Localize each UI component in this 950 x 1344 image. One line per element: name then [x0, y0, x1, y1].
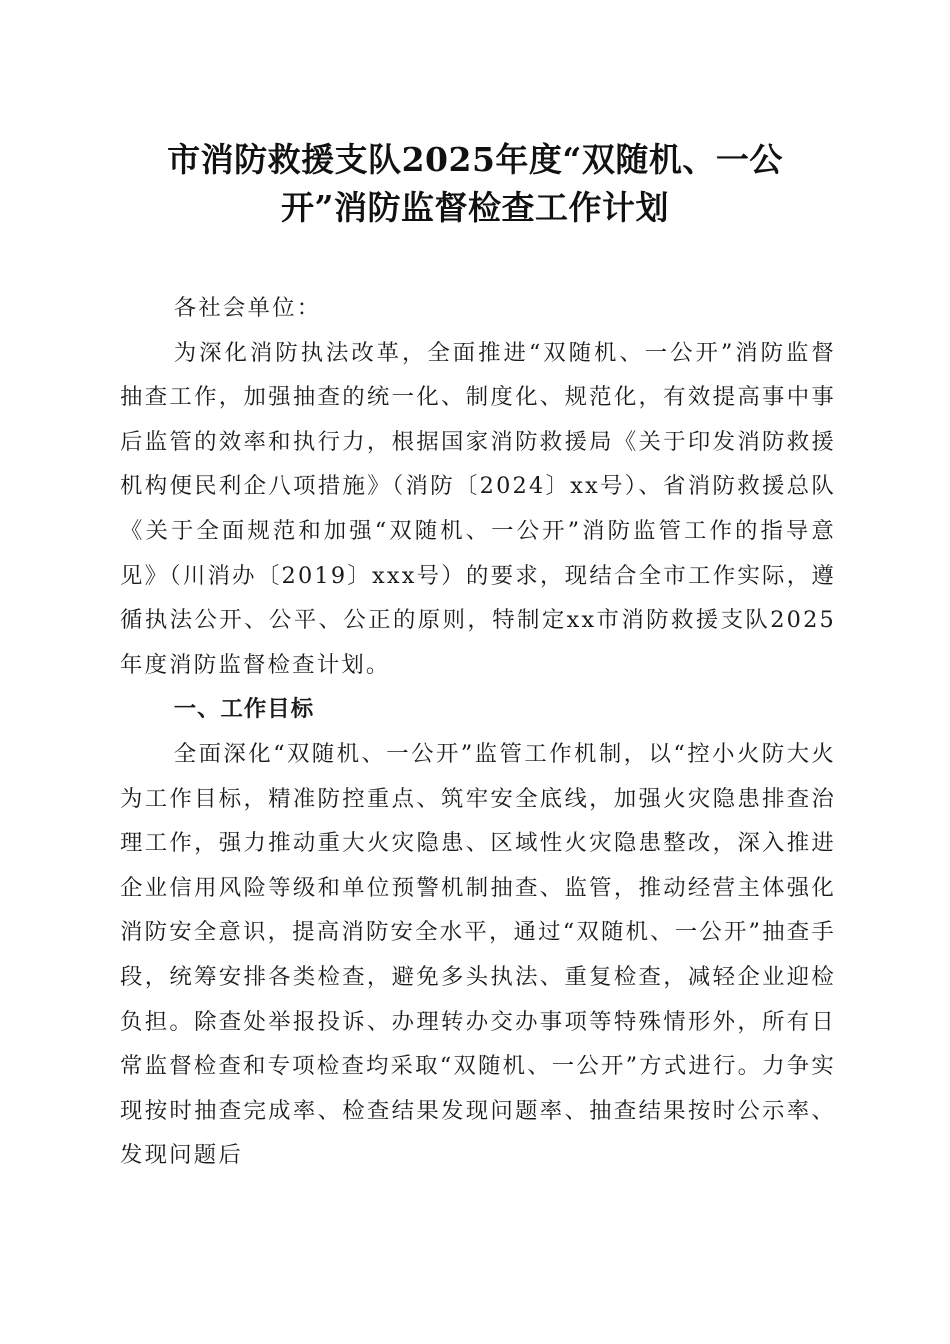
title-line-1: 市消防救援支队2025年度“双随机、一公: [167, 140, 783, 179]
section-paragraph-work-goals: 全面深化“双随机、一公开”监管工作机制，以“控小火防大火为工作目标，精准防控重点、筑牢安全底线，加强火灾隐患排查治理工作，强力推动重大火灾隐患、区域性火灾隐患整改，深入推进企业信用风险等级和单位预警机制抽查、监管，推动经营主体强化消防安全意识，提高消防安全水平，通过“双随机、一公开”抽查手段，统筹安排各类检查，避免多头执法、重复检查，减轻企业迎检负担。除查处举报投诉、办理转办交办事项等特殊情形外，所有日常监督检查和专项检查均采取“双随机、一公开”方式进行。力争实现按时抽查完成率、检查结果发现问题率、抽查结果按时公示率、发现问题后: [120, 740, 836, 1169]
intro-paragraph: 为深化消防执法改革，全面推进“双随机、一公开”消防监督抽查工作，加强抽查的统一化、制度化、规范化，有效提高事中事后监管的效率和执行力，根据国家消防救援局《关于印发消防救援机构便民利企八项措施》（消防〔2024〕xx号）、省消防救援总队《关于全面规范和加强“双随机、一公开”消防监管工作的指导意见》（川消办〔2019〕xxx号）的要求，现结合全市工作实际，遵循执法公开、公平、公正的原则，特制定xx市消防救援支队2025年度消防监督检查计划。: [120, 339, 836, 678]
document-title: [120, 136, 830, 232]
title-line-2: 开”消防监督检查工作计划: [281, 188, 669, 227]
document-body: [120, 286, 836, 1178]
section-heading-work-goals: 一、工作目标: [173, 696, 315, 723]
salutation: 各社会单位：: [173, 295, 322, 321]
